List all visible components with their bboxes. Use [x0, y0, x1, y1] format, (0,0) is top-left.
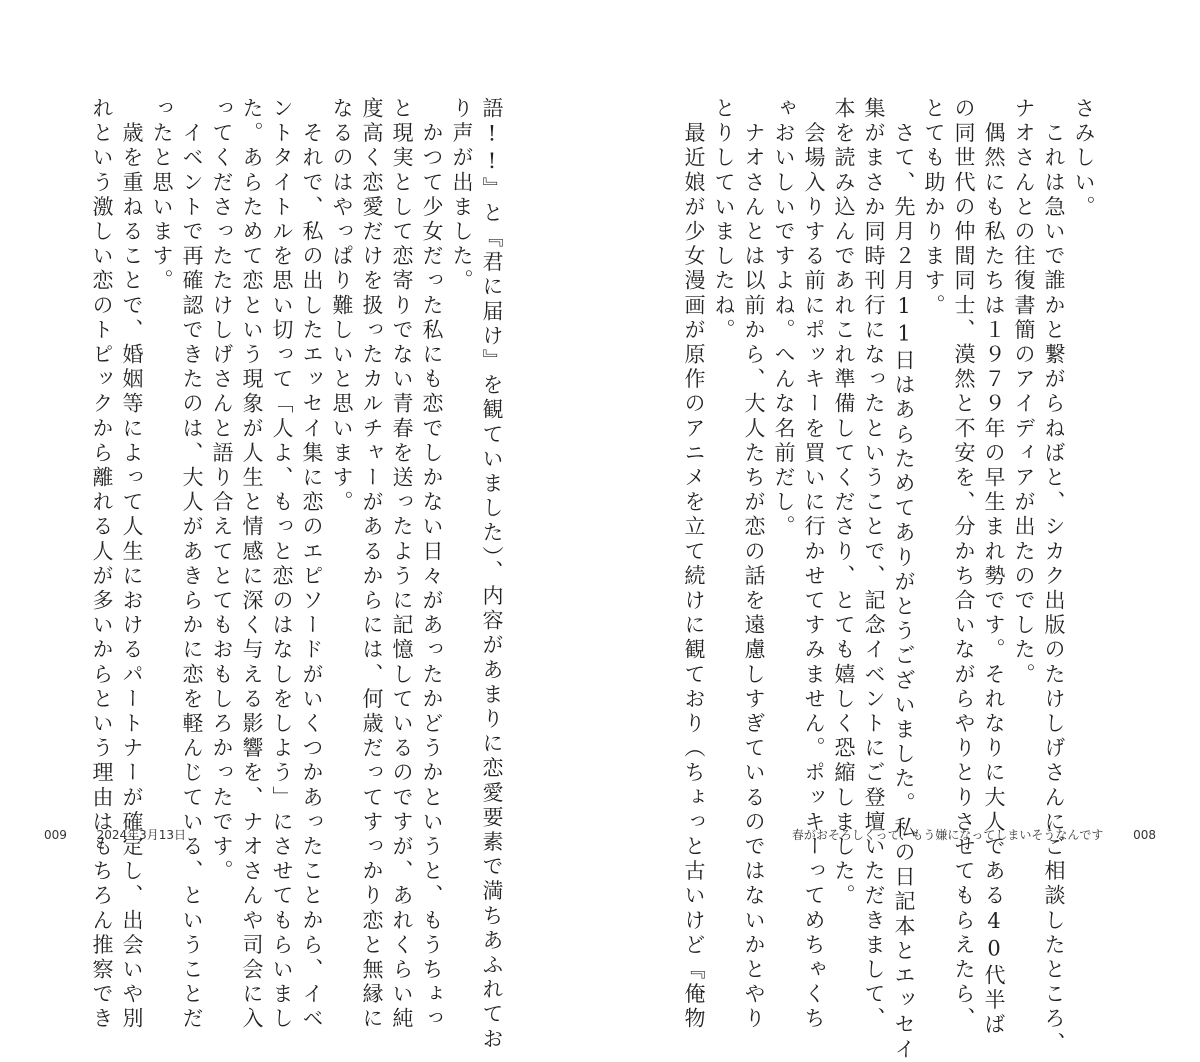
text-column: さみしい。	[1072, 97, 1096, 220]
text-column: 会場入りする前にポッキーを買いに行かせてすみません。ポッキーってめちゃくち	[802, 97, 826, 1032]
right-page-footer	[792, 826, 1156, 843]
text-column: り声が出ました。	[450, 97, 474, 294]
text-column: イベントで再確認できたのは、大人があきらかに恋を軽んじている、ということだ	[180, 97, 204, 1032]
text-column: 集がまさか同時刊行になったということで、記念イベントにご登壇いただきまして、	[862, 97, 886, 1032]
text-column: かつて少女だった私にも恋でしかない日々があったかどうかというと、もうちょっ	[420, 97, 444, 1032]
text-column: ってくださったたけしげさんと語り合えてとてもおもしろかったです。	[210, 97, 234, 885]
text-column: と現実として恋寄りでない青春を送ったように記憶しているのですが、あれくらい純	[390, 97, 414, 1032]
text-column: の同世代の仲間同士、漠然と不安を、分かち合いながらやりとりさせてもらえたら、	[952, 97, 976, 1032]
text-column: ったと思います。	[150, 97, 174, 294]
text-column: 最近娘が少女漫画が原作のアニメを立て続けに観ており（ちょっと古いけど『俺物	[682, 97, 706, 1032]
text-column: ナオさんとの往復書簡のアイディアが出たのでした。	[1012, 97, 1036, 688]
date-label: 2024年3月13日	[96, 828, 187, 842]
text-column: 語!!』と『君に届け』を観ていました）、内容があまりに恋愛要素で満ちあふれてお	[480, 97, 504, 1052]
book-title: 春がおそろしくって、もう嫌になってしまいそうなんです	[791, 828, 1104, 842]
text-column: れという激しい恋のトピックから離れる人が多いからという理由はもちろん推察でき	[90, 97, 114, 1032]
page-number: 009	[44, 828, 67, 842]
text-column: ントタイトルを思い切って「人よ、もっと恋のはなしをしよう」にさせてもらいまし	[270, 97, 294, 1032]
text-column: さて、先月２月11日はあらためてありがとうございました。私の日記本とエッセイ	[892, 97, 916, 1062]
text-column: とりしていましたね。	[712, 97, 736, 343]
text-column: ナオさんとは以前から、大人たちが恋の話を遠慮しすぎているのではないかとやり	[742, 97, 766, 1032]
text-column: 歳を重ねることで、婚姻等によって人生におけるパートナーが確定し、出会いや別	[120, 97, 144, 1032]
text-column: とても助かります。	[922, 97, 946, 319]
text-column: これは急いで誰かと繋がらねばと、シカク出版のたけしげさんにご相談したところ、	[1042, 97, 1066, 1057]
text-column: それで、私の出したエッセイ集に恋のエピソードがいくつかあったことから、イベ	[300, 97, 324, 1032]
left-page-footer	[44, 826, 186, 843]
page-number: 008	[1133, 828, 1156, 842]
text-column: 本を読み込んであれこれ準備してくださり、とても嬉しく恐縮しました。	[832, 97, 856, 909]
text-column: ゃおいしいですよね。へんな名前だし。	[772, 97, 796, 540]
text-column: 偶然にも私たちは１９７９年の早生まれ勢です。それなりに大人である40代半ば	[982, 97, 1006, 1038]
text-column: 度高く恋愛だけを扱ったカルチャーがあるからには、何歳だってすっかり恋と無縁に	[360, 97, 384, 1032]
text-column: た。あらためて恋という現象が人生と情感に深く与える影響を、ナオさんや司会に入	[240, 97, 264, 1032]
text-column: なるのはやっぱり難しいと思います。	[330, 97, 354, 516]
